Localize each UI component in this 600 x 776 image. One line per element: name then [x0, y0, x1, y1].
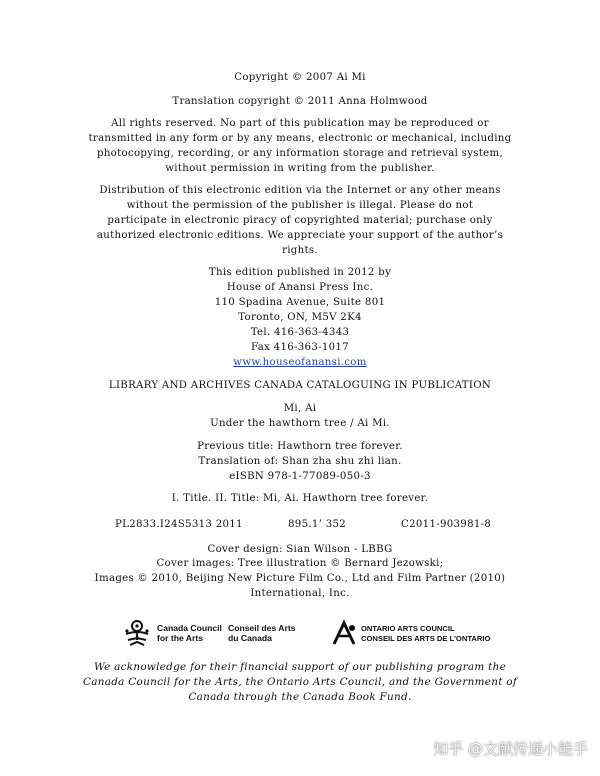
control-number: C2011-903981-8 — [401, 519, 492, 530]
canada-council-icon — [122, 618, 152, 648]
copyright-line: Copyright © 2007 Ai Mi — [234, 72, 366, 83]
publisher-name: House of Anansi Press Inc. — [226, 282, 374, 293]
publisher-address: 110 Spadina Avenue, Suite 801 — [214, 297, 386, 308]
canada-council-fr-label — [228, 623, 296, 643]
catalogue-author: Mi, Ai — [283, 403, 317, 414]
cover-images-credit: Cover images: Tree illustration © Bernard Jezowski; — [156, 558, 444, 569]
dewey-number: 895.1’ 352 — [288, 519, 347, 530]
rights-line-2: transmitted in any form or by any means, electronic or mechanical, including — [88, 133, 512, 144]
distribution-line-3: participate in electronic piracy of copyrighted material; purchase only — [107, 215, 493, 226]
lc-call-number: PL2833.I24S5313 2011 — [115, 519, 243, 530]
acknowledgement-line-3: Canada through the Canada Book Fund. — [188, 691, 412, 703]
rights-line-3: photocopying, recording, or any information storage and retrieval system, — [97, 148, 503, 159]
translation-copyright-line: Translation copyright © 2011 Anna Holmwood — [172, 96, 428, 107]
acknowledgement-line-2: Canada Council for the Arts, the Ontario Arts Council, and the Government of — [83, 676, 517, 688]
acknowledgement-line-1: We acknowledge for their financial support of our publishing program the — [93, 661, 507, 673]
publisher-website-link[interactable]: www.houseofanansi.com — [233, 357, 367, 368]
canada-council-en-label — [157, 623, 222, 643]
ontario-arts-council-icon — [332, 620, 358, 646]
publisher-tel: Tel. 416-363-4343 — [250, 327, 350, 338]
cover-design-credit: Cover design: Sian Wilson - LBBG — [207, 544, 393, 555]
catalogue-title: Under the hawthorn tree / Ai Mi. — [210, 418, 390, 429]
publisher-city: Toronto, ON, M5V 2K4 — [238, 312, 362, 323]
rights-line-1: All rights reserved. No part of this publication may be reproduced or — [111, 118, 489, 129]
edition-intro: This edition published in 2012 by — [208, 267, 392, 278]
ontario-arts-council-label — [361, 624, 490, 643]
distribution-line-1: Distribution of this electronic edition via the Internet or any other means — [99, 185, 501, 196]
zhihu-watermark: 知乎 @文献传递小能手 — [433, 740, 588, 758]
catalogue-translation-of: Translation of: Shan zha shu zhi lian. — [198, 456, 402, 467]
catalogue-previous-title: Previous title: Hawthorn tree forever. — [197, 441, 403, 452]
canada-council-en-line-2: for the Arts — [157, 633, 203, 643]
publisher-fax: Fax 416-363-1017 — [251, 342, 349, 353]
images-credit-2: International, Inc. — [250, 588, 350, 599]
rights-line-4: without permission in writing from the publisher. — [165, 163, 435, 174]
images-credit: Images © 2010, Beijing New Picture Film Co., Ltd and Film Partner (2010) — [94, 573, 506, 584]
distribution-line-4: authorized electronic editions. We appreciate your support of the author’s — [96, 230, 504, 241]
catalogue-isbn: eISBN 978-1-77089-050-3 — [229, 471, 371, 482]
canada-council-fr-line-1: Conseil des Arts — [228, 623, 296, 633]
canada-council-fr-line-2: du Canada — [228, 633, 272, 643]
distribution-line-5: rights. — [282, 245, 318, 256]
ontario-arts-council-line-2: CONSEIL DES ARTS DE L’ONTARIO — [361, 633, 491, 643]
ontario-arts-council-line-1: ONTARIO ARTS COUNCIL — [361, 624, 455, 633]
catalogue-subjects: I. Title. II. Title: Mi, Ai. Hawthorn tree forever. — [171, 493, 429, 504]
distribution-line-2: without the permission of the publisher is illegal. Please do not — [126, 200, 474, 211]
cataloguing-heading: LIBRARY AND ARCHIVES CANADA CATALOGUING IN PUBLICATION — [108, 380, 492, 391]
canada-council-en-line-1: Canada Council — [157, 623, 222, 633]
website-line — [0, 357, 600, 368]
